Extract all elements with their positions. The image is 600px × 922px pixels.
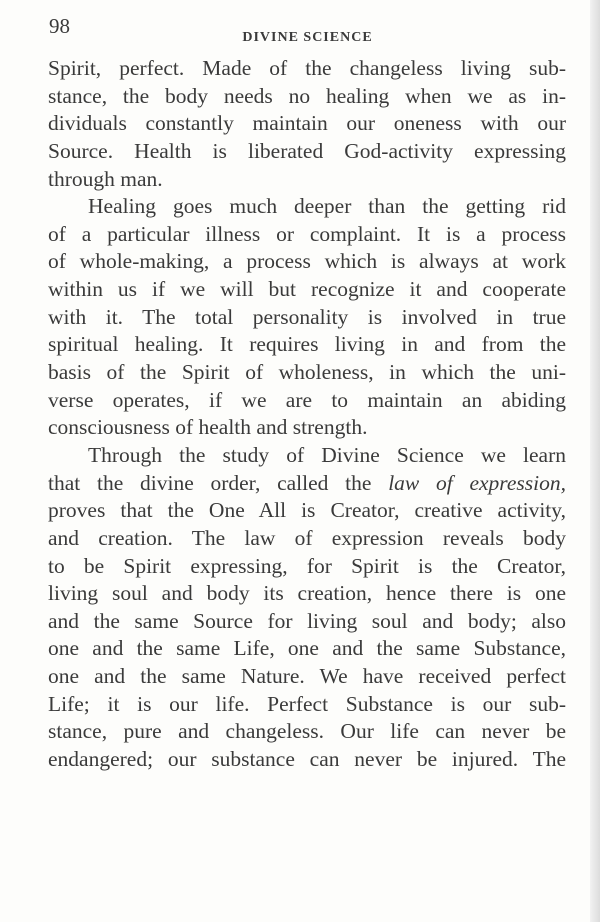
text-line: and the same Source for living soul and body; also (48, 608, 566, 633)
text-line: with it. The total personality is involved in true (48, 304, 566, 329)
text-line: stance, pure and changeless. Our life can never be (48, 719, 566, 744)
text-line: Healing goes much deeper than the getting rid (88, 194, 566, 219)
text-line: and creation. The law of expression reveals body (48, 525, 566, 550)
text-line: endangered; our substance can never be injured. The (48, 747, 566, 772)
text-line: spiritual healing. It requires living in and from the (48, 332, 566, 357)
italic-term: law of expression, (388, 470, 566, 495)
text-line: one and the same Nature. We have received perfect (48, 664, 566, 689)
text-line: Through the study of Divine Science we learn (88, 442, 566, 467)
text-line: living soul and body its creation, hence there is one (48, 581, 566, 606)
page-edge-shadow (590, 0, 600, 922)
text-line: one and the same Life, one and the same Substance, (48, 636, 566, 661)
text-line: of a particular illness or complaint. It is a process (48, 221, 566, 246)
text-line: Source. Health is liberated God-activity expressing (48, 138, 566, 163)
running-head: DIVINE SCIENCE (242, 30, 373, 45)
text-line: dividuals constantly maintain our oneness with our (48, 111, 566, 136)
text-line: through man. (48, 166, 163, 191)
text-line: within us if we will but recognize it and cooperate (48, 277, 566, 302)
text-line: basis of the Spirit of wholeness, in which the uni- (48, 360, 566, 385)
page-number: 98 (49, 14, 70, 38)
text-line: verse operates, if we are to maintain an abiding (48, 387, 566, 412)
text-line: proves that the One All is Creator, creative activity, (48, 498, 566, 523)
text-run: that the divine order, called the (48, 470, 389, 495)
text-line: stance, the body needs no healing when we as in- (48, 83, 566, 108)
body-text (48, 55, 566, 774)
text-line: to be Spirit expressing, for Spirit is the Creator, (48, 553, 566, 578)
text-line: consciousness of health and strength. (48, 415, 368, 440)
text-line: of whole-making, a process which is always at work (48, 249, 566, 274)
text-line (48, 470, 566, 498)
text-line: Spirit, perfect. Made of the changeless living sub- (48, 56, 566, 80)
text-line: Life; it is our life. Perfect Substance is our sub- (48, 691, 566, 716)
